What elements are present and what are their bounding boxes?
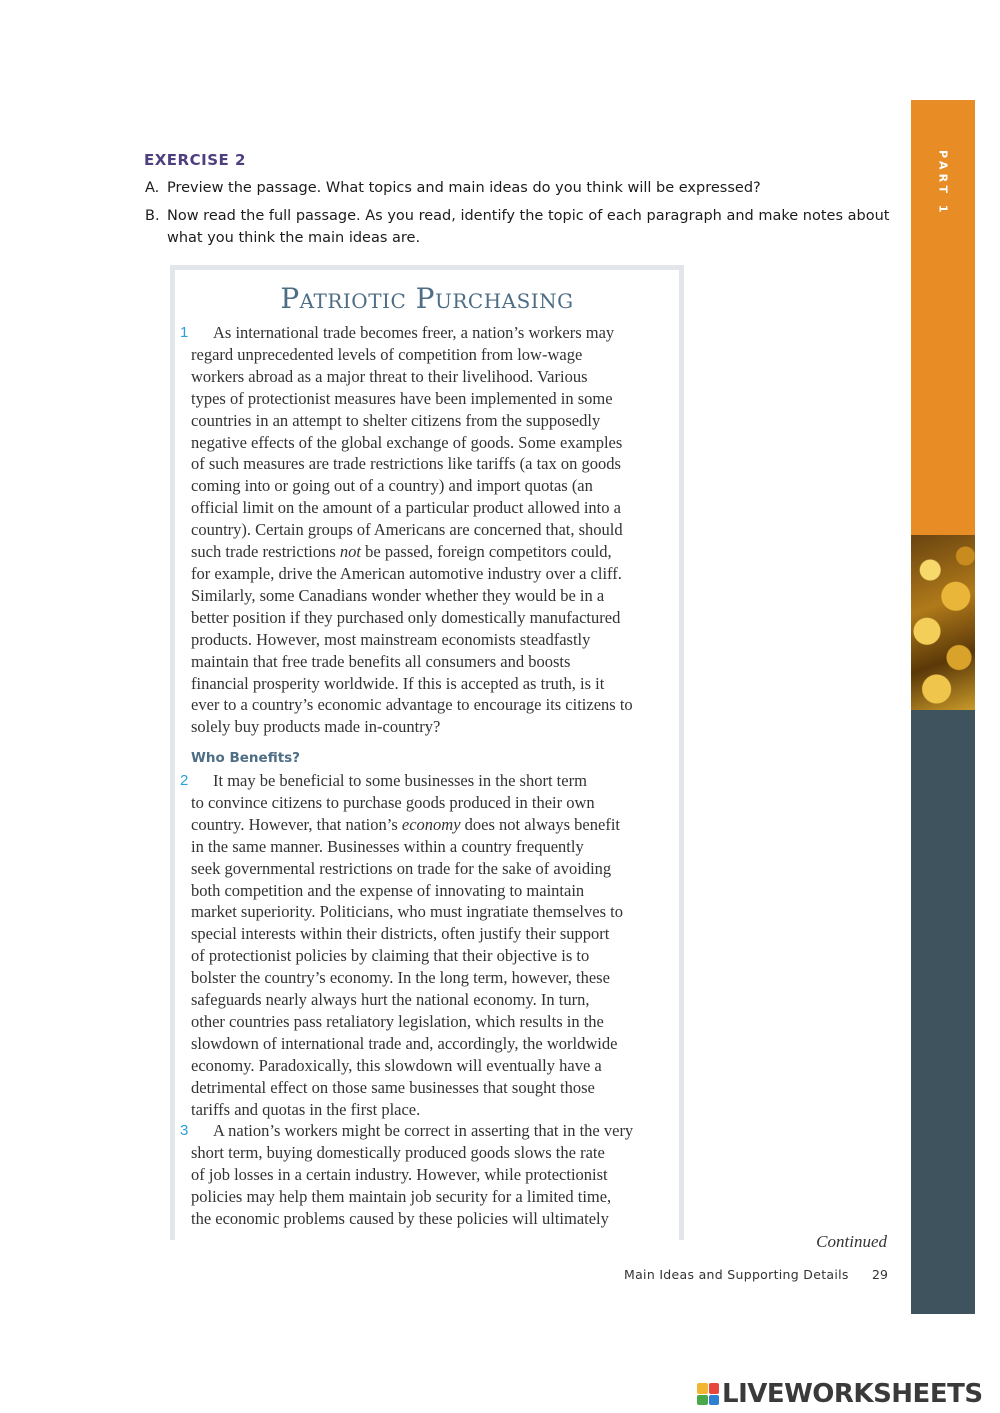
instruction-letter: B. [145,208,160,224]
paragraph-number: 1 [180,324,189,341]
instruction-letter: A. [145,180,160,196]
coins-image [911,535,975,710]
instruction-b [145,205,895,249]
logo-mark-icon [697,1383,719,1405]
logo-text: LIVEWORKSHEETS [722,1379,983,1409]
instruction-text-cont: what you think the main ideas are. [167,230,421,246]
instruction-text: Now read the full passage. As you read, identify the topic of each paragraph and make notes about [167,208,890,224]
part-tab-label [911,150,975,230]
instruction-a [145,177,895,199]
paragraph-3: 3 A nation’s workers might be correct in asserting that in the very short term, buying domestically produced goods slows the rate of job losses in a certain industry. However, while protectionist policies may help them maintain job security for a limited time, the economic problems caused by these policies will ultimately [180,1121,634,1228]
liveworksheets-logo[interactable] [697,1378,983,1410]
instruction-text: Preview the passage. What topics and main ideas do you think will be expressed? [167,180,761,196]
paragraph-number: 3 [180,1122,189,1139]
subheading-who-benefits: Who Benefits? [191,750,301,766]
continued-note: Continued [816,1232,887,1251]
passage-title: Patriotic Purchasing [280,282,574,315]
page-number: 29 [872,1267,888,1282]
footer-section-title: Main Ideas and Supporting Details [624,1267,849,1282]
paragraph-2: 2 It may be beneficial to some businesses in the short term to convince citizens to purchase goods produced in their own country. However, that nation’s economy does not always benefit in the same manner. Businesses within a country frequently seek governmental restrictions on trade for the sake of avoiding both competition and the expense of innovating to maintain market superiority. Politicians, who must ingratiate themselves to special interests within their districts, often justify their support of protectionist policies by claiming that their objective is to bolster the country’s economy. In the long term, however, these safeguards nearly always hurt the national economy. In turn, other countries pass retaliatory legislation, which results in the slowdown of international trade and, accordingly, the worldwide economy. Paradoxically, this slowdown will eventually have a detrimental effect on those same businesses that sought those tariffs and quotas in the first place. [180,771,623,1119]
paragraph-1: 1 As international trade becomes freer, a nation’s workers may regard unprecedented levels of competition from low-wage workers abroad as a major threat to their livelihood. Various types of protectionist measures have been implemented in some countries in an attempt to shelter citizens from the supposedly negative effects of the global exchange of goods. Some examples of such measures are trade restrictions like tariffs (a tax on goods coming into or going out of a country) and import quotas (an official limit on the amount of a particular product allowed into a country). Certain groups of Americans are concerned that, should such trade restrictions not be passed, foreign competitors could, for example, drive the American automotive industry over a cliff. Similarly, some Canadians wonder whether they would be in a better position if they purchased only domestically manufactured products. However, most mainstream economists steadfastly maintain that free trade benefits all consumers and boosts financial prosperity worldwide. If this is accepted as truth, is it ever to a country’s economic advantage to encourage its citizens to solely buy products made in-country? [180,323,633,737]
part-label: PART 1 [936,150,950,217]
exercise-heading: EXERCISE 2 [144,151,246,169]
part-tab-dark [911,710,975,1314]
paragraph-number: 2 [180,772,189,789]
